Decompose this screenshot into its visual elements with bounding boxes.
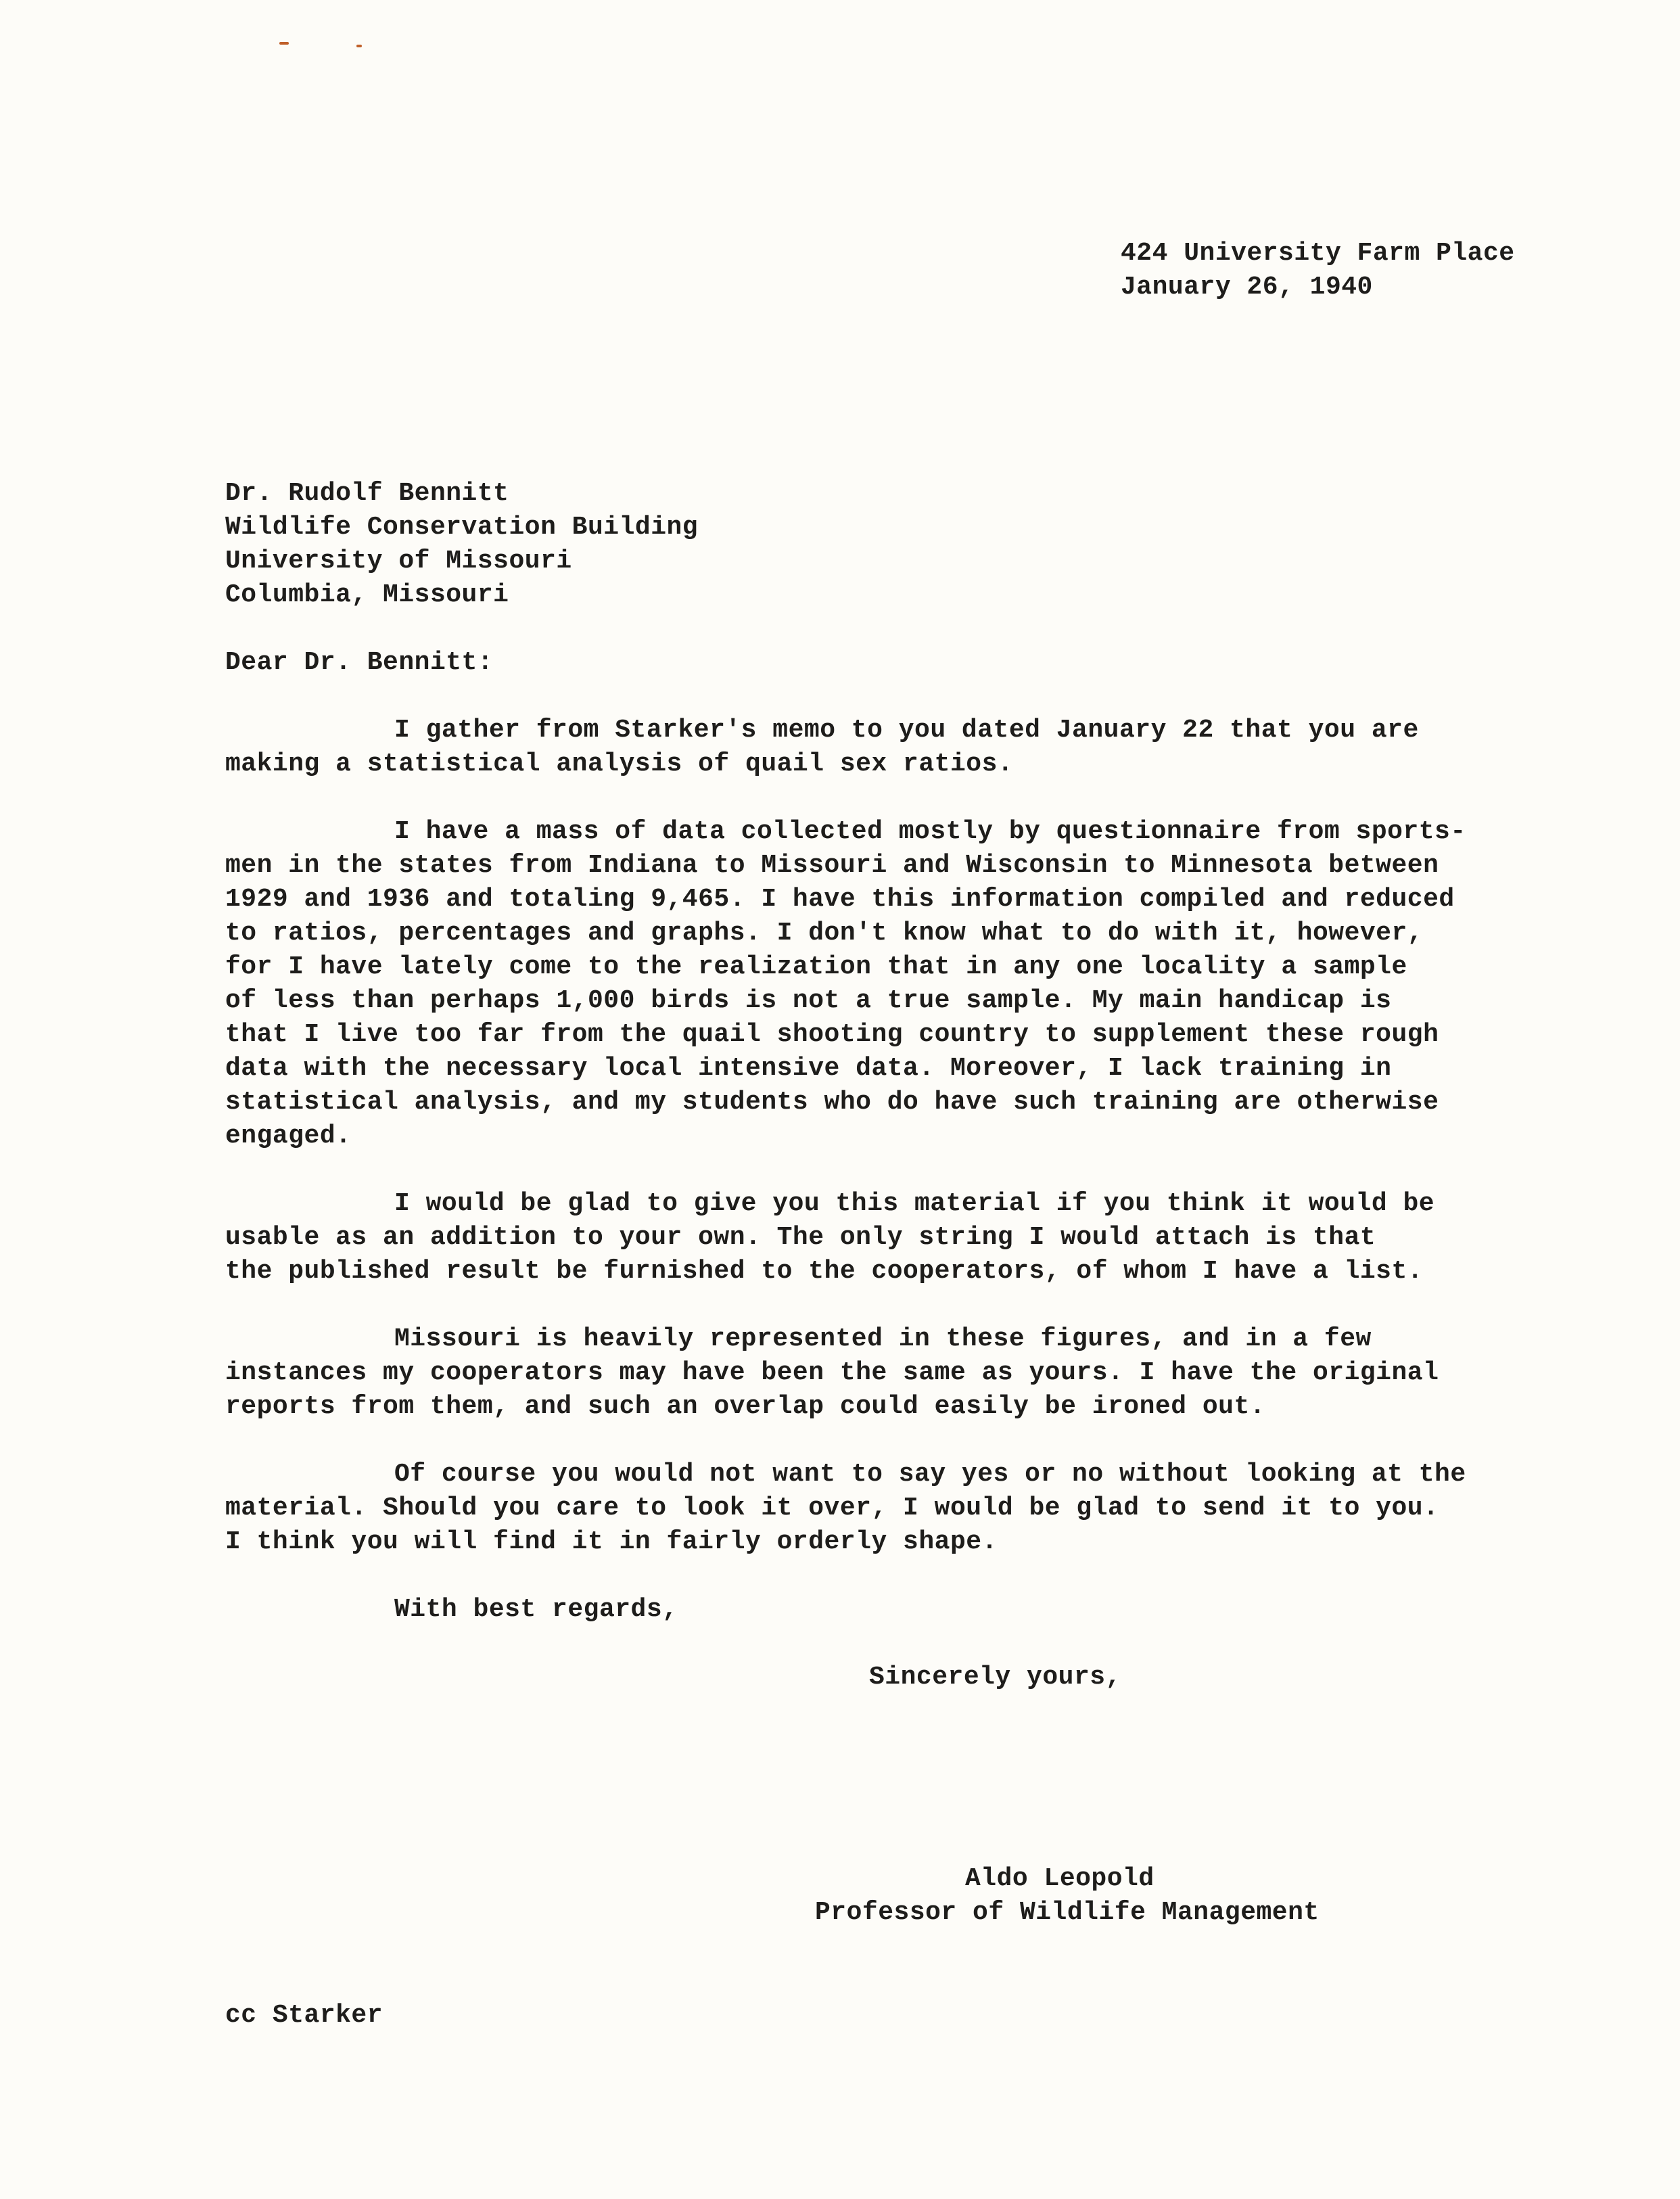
recipient-institution: University of Missouri [225, 547, 572, 576]
paragraph-line: the published result be furnished to the cooperators, of whom I have a list. [225, 1257, 1424, 1286]
paragraph-line: of less than perhaps 1,000 birds is not a true sample. My main handicap is [225, 986, 1392, 1015]
paragraph-line: for I have lately come to the realization that in any one locality a sample [225, 952, 1407, 981]
salutation: Dear Dr. Bennitt: [225, 648, 494, 677]
paragraph-line: to ratios, percentages and graphs. I don't know what to do with it, however, [225, 919, 1424, 948]
recipient-building: Wildlife Conservation Building [225, 513, 699, 542]
paper-mark [279, 42, 289, 45]
cc-line: cc Starker [225, 2001, 383, 2030]
paragraph-line: data with the necessary local intensive data. Moreover, I lack training in [225, 1054, 1392, 1083]
paragraph-line: reports from them, and such an overlap could easily be ironed out. [225, 1392, 1266, 1421]
paragraph-line: instances my cooperators may have been the same as yours. I have the original [225, 1358, 1439, 1387]
paragraph-line: men in the states from Indiana to Missouri and Wisconsin to Minnesota between [225, 851, 1439, 880]
return-address-street: 424 University Farm Place [1121, 239, 1515, 268]
paper-mark [356, 45, 362, 47]
recipient-city: Columbia, Missouri [225, 580, 509, 609]
paragraph-line: statistical analysis, and my students who do have such training are otherwise [225, 1088, 1439, 1117]
paragraph-line: 1929 and 1936 and totaling 9,465. I have this information compiled and reduced [225, 885, 1455, 914]
signer-title: Professor of Wildlife Management [815, 1898, 1320, 1927]
regards: With best regards, [394, 1595, 678, 1624]
closing: Sincerely yours, [869, 1663, 1121, 1692]
letter-date: January 26, 1940 [1121, 273, 1373, 302]
signer-name: Aldo Leopold [965, 1864, 1154, 1893]
paragraph-line: engaged. [225, 1121, 352, 1151]
paragraph-line: usable as an addition to your own. The only string I would attach is that [225, 1223, 1376, 1252]
paragraph-line: I gather from Starker's memo to you dated January 22 that you are [394, 716, 1419, 745]
paragraph-line: making a statistical analysis of quail sex ratios. [225, 749, 1014, 779]
paragraph-line: I would be glad to give you this material if you think it would be [394, 1189, 1435, 1218]
paragraph-line: Of course you would not want to say yes or no without looking at the [394, 1460, 1466, 1489]
recipient-name: Dr. Rudolf Bennitt [225, 479, 509, 508]
paragraph-line: that I live too far from the quail shooting country to supplement these rough [225, 1020, 1439, 1049]
paragraph-line: Missouri is heavily represented in these figures, and in a few [394, 1324, 1372, 1353]
paragraph-line: I have a mass of data collected mostly by questionnaire from sports- [394, 817, 1466, 846]
paragraph-line: I think you will find it in fairly orderly shape. [225, 1527, 998, 1556]
paragraph-line: material. Should you care to look it over, I would be glad to send it to you. [225, 1494, 1439, 1523]
